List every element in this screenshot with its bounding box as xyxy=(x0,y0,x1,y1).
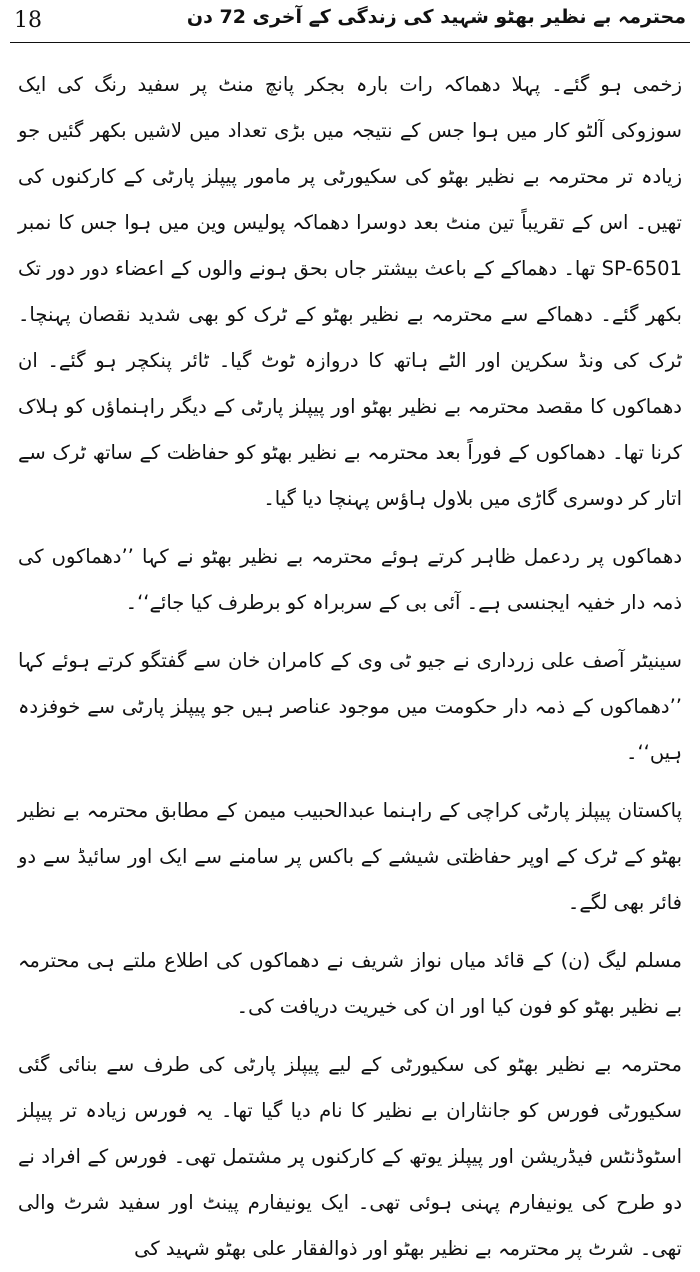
page-body xyxy=(18,62,682,1260)
paragraph-2: دھماکوں پر ردعمل ظاہر کرتے ہوئے محترمہ بے نظیر بھٹو نے کہا ’’دھماکوں کی ذمہ دار خفیہ ایجنسی ہے۔ آئی بی کے سربراہ کو برطرف کیا جائے‘‘۔ xyxy=(18,545,682,614)
header-rule xyxy=(10,42,690,43)
paragraph-4: پاکستان پیپلز پارٹی کراچی کے راہنما عبدالحبیب میمن کے مطابق محترمہ بے نظیر بھٹو کے ٹرک کے اوپر حفاظتی شیشے کے باکس پر سامنے سے ایک اور سائیڈ سے دو فائر بھی لگے۔ xyxy=(18,799,682,914)
paragraph-1: زخمی ہو گئے۔ پہلا دھماکہ رات بارہ بجکر پانچ منٹ پر سفید رنگ کی ایک سوزوکی آلٹو کار میں ہوا جس کے نتیجہ میں بڑی تعداد میں لاشیں بکھر گئیں جو زیادہ تر محترمہ بے نظیر بھٹو کی سکیورٹی پر مامور پیپلز پارٹی کے کارکنوں کی تھیں۔ اس کے تقریباً تین منٹ بعد دوسرا دھماکہ پولیس وین میں ہوا جس کا نمبر SP-6501 تھا۔ دھماکے کے باعث بیشتر جاں بحق ہونے والوں کے اعضاء دور دور تک بکھر گئے۔ دھماکے سے محترمہ بے نظیر بھٹو کے ٹرک کو بھی شدید نقصان پہنچا۔ ٹرک کی ونڈ سکرین اور الٹے ہاتھ کا دروازہ ٹوٹ گیا۔ ٹائر پنکچر ہو گئے۔ ان دھماکوں کا مقصد محترمہ بے نظیر بھٹو اور پیپلز پارٹی کے دیگر راہنماؤں کو ہلاک کرنا تھا۔ دھماکوں کے فوراً بعد محترمہ بے نظیر بھٹو کو حفاظت کے ساتھ ٹرک سے اتار کر دوسری گاڑی میں بلاول ہاؤس پہنچا دیا گیا۔ xyxy=(18,73,682,510)
running-title: محترمہ بے نظیر بھٹو شہید کی زندگی کے آخری 72 دن xyxy=(186,6,686,28)
paragraph-6: محترمہ بے نظیر بھٹو کی سکیورٹی کے لیے پیپلز پارٹی کی طرف سے بنائی گئی سکیورٹی فورس کو جانثاران بے نظیر کا نام دیا گیا تھا۔ یہ فورس زیادہ تر پیپلز اسٹوڈنٹس فیڈریشن اور پیپلز یوتھ کے کارکنوں پر مشتمل تھی۔ فورس کے افراد نے دو طرح کی یونیفارم پہنی ہوئی تھی۔ ایک یونیفارم پینٹ اور سفید شرٹ والی تھی۔ شرٹ پر محترمہ بے نظیر بھٹو اور ذوالفقار علی بھٹو شہید کی xyxy=(18,1053,682,1260)
paragraph-3: سینیٹر آصف علی زرداری نے جیو ٹی وی کے کامران خان سے گفتگو کرتے ہوئے کہا ’’دھماکوں کے ذمہ دار حکومت میں موجود عناصر ہیں جو پیپلز پارٹی سے خوفزدہ ہیں‘‘۔ xyxy=(18,649,682,764)
paragraph-5: مسلم لیگ (ن) کے قائد میاں نواز شریف نے دھماکوں کی اطلاع ملتے ہی محترمہ بے نظیر بھٹو کو فون کیا اور ان کی خیریت دریافت کی۔ xyxy=(18,949,682,1018)
page-header xyxy=(0,0,700,40)
page-number: 18 xyxy=(14,8,42,33)
